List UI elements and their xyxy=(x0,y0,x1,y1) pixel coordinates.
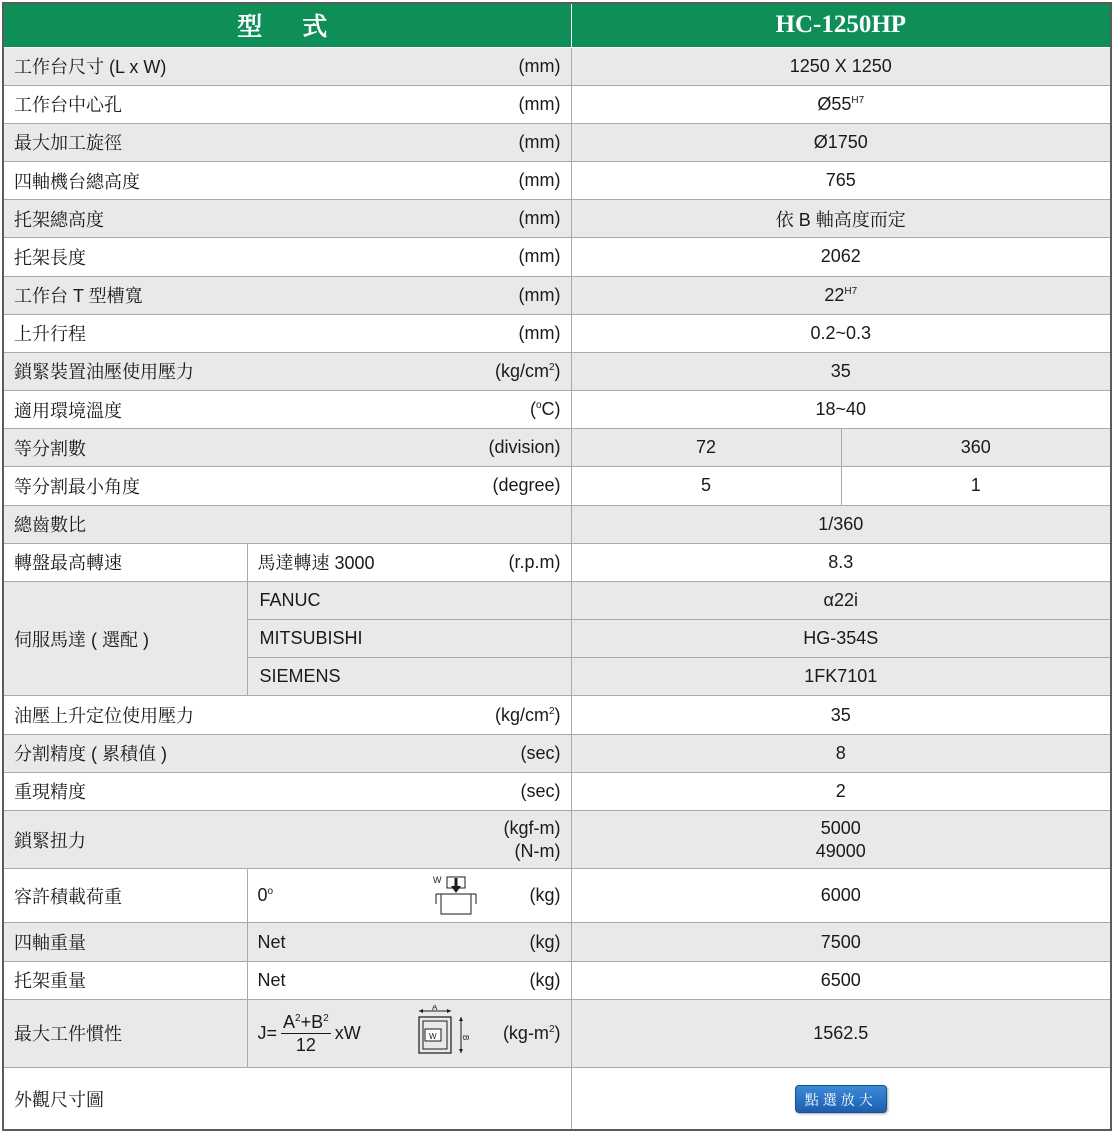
row-unit: (division) xyxy=(488,437,561,458)
row-max-speed xyxy=(3,543,1111,581)
inertia-diagram xyxy=(411,1005,471,1061)
model-label: 型式 xyxy=(3,3,571,47)
header-row xyxy=(3,3,1111,47)
row-label: 托架長度 xyxy=(14,247,86,268)
row-unit: (mm) xyxy=(518,55,561,76)
row-clamp-torque xyxy=(3,810,1111,868)
row-label: 工作台尺寸 (L x W) xyxy=(14,57,167,78)
row-label: 托架重量 xyxy=(3,961,247,999)
row-unit: (mm) xyxy=(518,322,561,343)
row-unit: $(kg-m^2)$ xyxy=(502,1022,561,1043)
row-label: 總齒數比 xyxy=(3,505,571,543)
servo-brand: SIEMENS xyxy=(247,658,571,696)
row-value: 35 xyxy=(571,696,1111,734)
row-value-a: 72 xyxy=(571,429,841,467)
row-unit: $(kg/cm^2)$ xyxy=(494,360,561,381)
row-value: 1250 X 1250 xyxy=(571,47,1111,85)
row-label: 鎖緊扭力 xyxy=(14,830,86,851)
row-value: 765 xyxy=(571,162,1111,200)
row-value: 依 B 軸高度而定 xyxy=(571,200,1111,238)
row-label: 四軸重量 xyxy=(3,923,247,961)
row-label: 油壓上升定位使用壓力 xyxy=(14,706,194,726)
row-unit: (mm) xyxy=(518,170,561,191)
servo-brand: FANUC xyxy=(247,581,571,619)
row-total-height xyxy=(3,162,1111,200)
row-value: 7500 xyxy=(571,923,1111,961)
row-value: 1/360 xyxy=(571,505,1111,543)
row-unit: (kg) xyxy=(529,931,561,952)
row-unit: (kgf-m) (N-m) xyxy=(503,817,561,861)
row-value-b: 360 xyxy=(841,429,1111,467)
row-unit: (kg) xyxy=(529,885,561,906)
row-label: 轉盤最高轉速 xyxy=(3,543,247,581)
row-label: 伺服馬達 ( 選配 ) xyxy=(3,581,247,696)
inertia-diagram-b: B xyxy=(460,1035,470,1041)
row-label: 工作台中心孔 xyxy=(14,95,122,116)
row-label: 等分割數 xyxy=(14,438,86,459)
zoom-button[interactable]: 點選放大 xyxy=(795,1085,887,1113)
row-unit: (sec) xyxy=(520,780,561,801)
row-unit: (mm) xyxy=(518,93,561,114)
row-label: 等分割最小角度 xyxy=(14,476,140,497)
row-label: 最大加工旋徑 xyxy=(14,133,122,154)
row-unit: (r.p.m) xyxy=(508,551,561,572)
row-label: 容許積載荷重 xyxy=(3,869,247,923)
row-tailstock-length xyxy=(3,238,1111,276)
row-unit: (mm) xyxy=(518,246,561,267)
row-value: Ø1750 xyxy=(571,123,1111,161)
row-label: 最大工件慣性 xyxy=(3,999,247,1067)
row-value: $Ø55^{H7}$ xyxy=(571,85,1111,123)
inertia-formula: J= $\frac{A^2+B^2}{12}$ xW xyxy=(257,1011,361,1055)
row-load-capacity xyxy=(3,869,1111,923)
model-value: HC-1250HP xyxy=(571,3,1111,47)
row-min-angle xyxy=(3,467,1111,505)
row-tailstock-height xyxy=(3,200,1111,238)
row-unit: (kg) xyxy=(529,969,561,990)
row-sub: 馬達轉速 3000 xyxy=(257,553,375,574)
row-label: 外觀尺寸圖 xyxy=(3,1068,571,1130)
row-unit: (mm) xyxy=(518,131,561,152)
row-center-hole xyxy=(3,85,1111,123)
load-diagram-letter: W xyxy=(433,874,442,885)
row-clamp-pressure xyxy=(3,352,1111,390)
row-value-b: 1 xyxy=(841,467,1111,505)
row-max-swing xyxy=(3,123,1111,161)
row-value: 0.2~0.3 xyxy=(571,314,1111,352)
load-diagram xyxy=(433,874,479,918)
row-lift-pressure xyxy=(3,696,1111,734)
row-ambient-temp xyxy=(3,391,1111,429)
servo-value: α22i xyxy=(571,581,1111,619)
row-t-slot xyxy=(3,276,1111,314)
row-label: 工作台 T 型槽寬 xyxy=(14,286,143,307)
row-max-inertia xyxy=(3,999,1111,1067)
inertia-diagram-w: W xyxy=(428,1032,437,1042)
row-value: 8 xyxy=(571,734,1111,772)
row-sub: Net xyxy=(257,931,286,952)
row-rotary-weight xyxy=(3,923,1111,961)
row-value: 6500 xyxy=(571,961,1111,999)
servo-value: 1FK7101 xyxy=(571,658,1111,696)
row-sub: 0$^o$ xyxy=(257,885,274,906)
row-value: 1562.5 xyxy=(571,999,1111,1067)
row-unit: ($^o$C) xyxy=(529,399,561,420)
row-unit: $(kg/cm^2)$ xyxy=(494,704,561,725)
row-unit: (mm) xyxy=(518,208,561,229)
row-index-accuracy xyxy=(3,734,1111,772)
row-value: 6000 xyxy=(571,869,1111,923)
row-repeatability xyxy=(3,772,1111,810)
row-value: $22^{H7}$ xyxy=(571,276,1111,314)
row-value: 35 xyxy=(571,352,1111,390)
row-table-size xyxy=(3,47,1111,85)
row-unit: (mm) xyxy=(518,284,561,305)
row-sub: Net xyxy=(257,969,286,990)
row-label: 鎖緊裝置油壓使用壓力 xyxy=(14,362,194,383)
row-unit: (degree) xyxy=(492,475,561,496)
row-value: 18~40 xyxy=(571,391,1111,429)
row-value: 2 xyxy=(571,772,1111,810)
row-gear-ratio xyxy=(3,505,1111,543)
row-label: 上升行程 xyxy=(14,324,86,345)
row-servo-fanuc xyxy=(3,581,1111,619)
servo-brand: MITSUBISHI xyxy=(247,620,571,658)
row-tailstock-weight xyxy=(3,961,1111,999)
row-label: 適用環境溫度 xyxy=(14,400,122,421)
row-lift-stroke xyxy=(3,314,1111,352)
row-value: 8.3 xyxy=(571,543,1111,581)
row-label: 托架總高度 xyxy=(14,209,104,230)
row-label: 分割精度 ( 累積值 ) xyxy=(14,744,167,765)
row-divisions xyxy=(3,429,1111,467)
row-label: 重現精度 xyxy=(14,782,86,803)
row-value: 2062 xyxy=(571,238,1111,276)
spec-table xyxy=(2,2,1112,1131)
inertia-diagram-a: A xyxy=(431,1005,438,1013)
row-unit: (sec) xyxy=(520,742,561,763)
row-label: 四軸機台總高度 xyxy=(14,171,140,192)
row-drawing xyxy=(3,1068,1111,1130)
row-value-a: 5 xyxy=(571,467,841,505)
row-value: 5000 49000 xyxy=(571,810,1111,868)
servo-value: HG-354S xyxy=(571,620,1111,658)
